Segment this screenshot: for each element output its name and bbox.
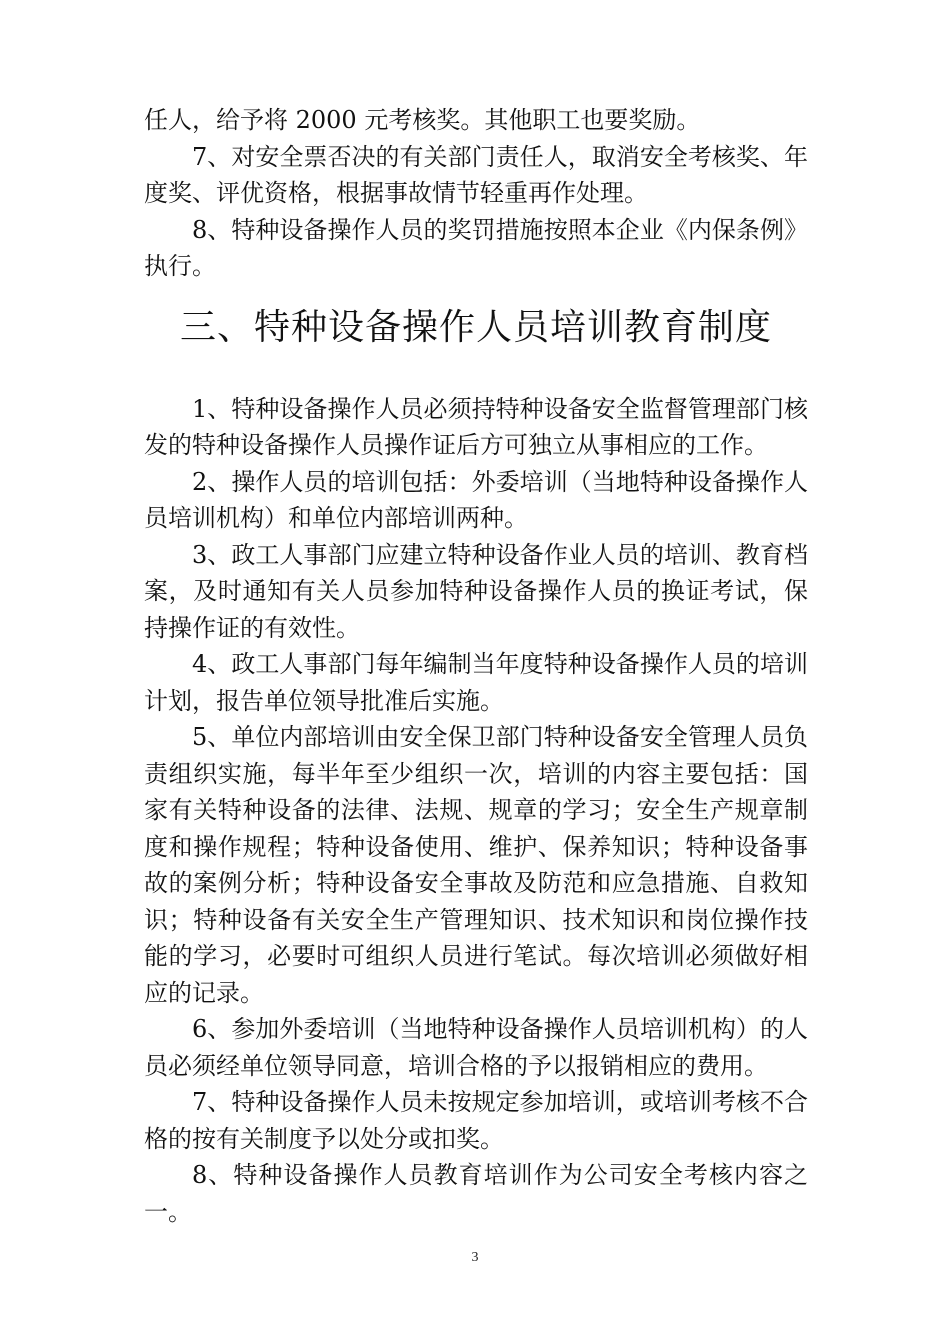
section-paragraph-2: 2、操作人员的培训包括：外委培训（当地特种设备操作人员培训机构）和单位内部培训两种。 [144, 467, 808, 532]
section-paragraph-6: 6、参加外委培训（当地特种设备操作人员培训机构）的人员必须经单位领导同意，培训合格的予以报销相应的费用。 [144, 1015, 808, 1080]
paragraph-item-7: 7、对安全票否决的有关部门责任人，取消安全考核奖、年度奖、评优资格，根据事故情节轻重再作处理。 [144, 142, 808, 207]
section-paragraph-1: 1、特种设备操作人员必须持特种设备安全监督管理部门核发的特种设备操作人员操作证后方可独立从事相应的工作。 [144, 394, 808, 459]
paragraph-item-8: 8、特种设备操作人员的奖罚措施按照本企业《内保条例》执行。 [144, 215, 808, 280]
section-paragraph-8: 8、特种设备操作人员教育培训作为公司安全考核内容之一。 [144, 1161, 808, 1226]
paragraph-continued: 任人，给予将 2000 元考核奖。其他职工也要奖励。 [144, 106, 701, 134]
section-paragraph-7: 7、特种设备操作人员未按规定参加培训，或培训考核不合格的按有关制度予以处分或扣奖。 [144, 1088, 808, 1153]
section-paragraph-4: 4、政工人事部门每年编制当年度特种设备操作人员的培训计划，报告单位领导批准后实施。 [144, 650, 808, 715]
section-paragraph-5: 5、单位内部培训由安全保卫部门特种设备安全管理人员负责组织实施，每半年至少组织一次，培训的内容主要包括：国家有关特种设备的法律、法规、规章的学习；安全生产规章制度和操作规程；特种设备使用、维护、保养知识；特种设备事故的案例分析；特种设备安全事故及防范和应急措施、自救知识；特种设备有关安全生产管理知识、技术知识和岗位操作技能的学习，必要时可组织人员进行笔试。每次培训必须做好相应的记录。 [144, 723, 808, 1007]
page-number: 3 [471, 1250, 479, 1265]
section-title: 三、特种设备操作人员培训教育制度 [179, 306, 772, 348]
document-page [144, 102, 808, 1230]
section-paragraph-3: 3、政工人事部门应建立特种设备作业人员的培训、教育档案，及时通知有关人员参加特种设备操作人员的换证考试，保持操作证的有效性。 [144, 540, 808, 642]
